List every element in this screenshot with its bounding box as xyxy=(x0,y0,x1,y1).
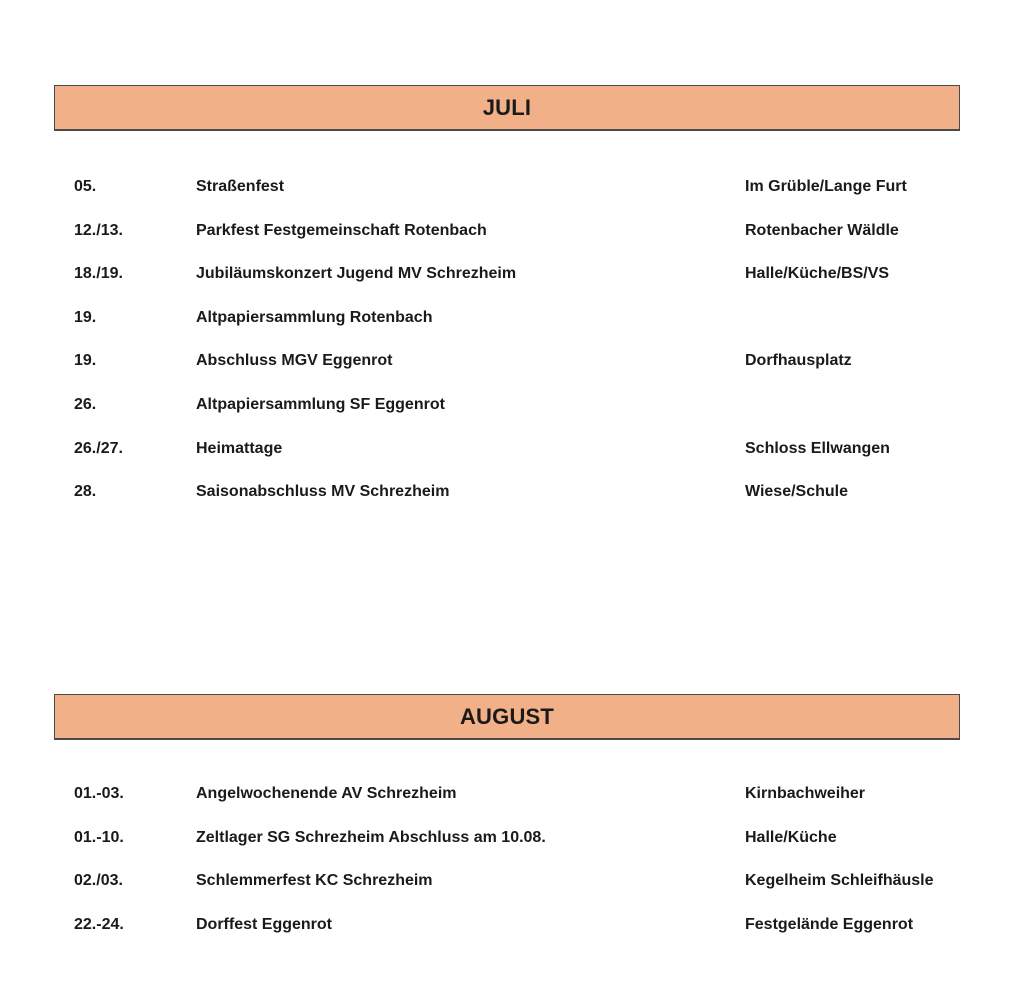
event-title: Heimattage xyxy=(196,439,283,457)
event-title: Angelwochenende AV Schrezheim xyxy=(196,785,457,802)
event-row xyxy=(0,827,1024,871)
event-row xyxy=(0,783,1024,827)
event-title: Dorffest Eggenrot xyxy=(196,915,332,933)
event-date: 22.-24. xyxy=(74,915,124,933)
event-location: Halle/Küche/BS/VS xyxy=(745,265,890,283)
event-location: Im Grüble/Lange Furt xyxy=(745,178,907,195)
event-date: 28. xyxy=(74,483,97,501)
event-date: 18./19. xyxy=(74,265,123,283)
event-row xyxy=(0,220,1024,264)
event-row xyxy=(0,176,1024,220)
event-row xyxy=(0,914,1024,958)
event-title: Zeltlager SG Schrezheim Abschluss am 10.08. xyxy=(196,828,546,846)
month-title: AUGUST xyxy=(459,703,555,729)
event-date: 05. xyxy=(74,178,97,195)
month-header-juli xyxy=(54,85,960,131)
event-date: 02./03. xyxy=(74,872,123,890)
event-row xyxy=(0,307,1024,351)
event-row xyxy=(0,350,1024,394)
event-title: Straßenfest xyxy=(196,178,285,195)
event-row xyxy=(0,438,1024,482)
event-location: Halle/Küche xyxy=(745,828,837,846)
month-header-august xyxy=(54,694,960,740)
event-date: 26./27. xyxy=(74,439,123,457)
event-date: 19. xyxy=(74,308,97,326)
event-location: Schloss Ellwangen xyxy=(745,439,890,457)
event-location: Kegelheim Schleifhäusle xyxy=(745,872,934,890)
event-location: Dorfhausplatz xyxy=(745,352,852,370)
event-date: 12./13. xyxy=(74,221,123,239)
event-row xyxy=(0,394,1024,438)
event-row xyxy=(0,870,1024,914)
event-date: 01.-10. xyxy=(74,828,124,846)
event-title: Saisonabschluss MV Schrezheim xyxy=(196,483,450,501)
event-date: 19. xyxy=(74,352,97,370)
month-title: JULI xyxy=(482,94,532,120)
event-title: Parkfest Festgemeinschaft Rotenbach xyxy=(196,221,487,239)
event-location: Wiese/Schule xyxy=(745,483,849,501)
event-location: Rotenbacher Wäldle xyxy=(745,221,899,239)
event-row xyxy=(0,481,1024,525)
event-list-august xyxy=(0,783,1024,957)
event-title: Jubiläumskonzert Jugend MV Schrezheim xyxy=(196,265,517,283)
event-title: Abschluss MGV Eggenrot xyxy=(196,352,393,370)
event-title: Altpapiersammlung SF Eggenrot xyxy=(196,395,445,413)
event-date: 01.-03. xyxy=(74,785,124,802)
event-date: 26. xyxy=(74,395,97,413)
event-row xyxy=(0,263,1024,307)
event-location: Festgelände Eggenrot xyxy=(745,915,914,933)
event-title: Altpapiersammlung Rotenbach xyxy=(196,308,433,326)
event-location: Kirnbachweiher xyxy=(745,785,866,802)
event-list-juli xyxy=(0,176,1024,525)
event-title: Schlemmerfest KC Schrezheim xyxy=(196,872,433,890)
